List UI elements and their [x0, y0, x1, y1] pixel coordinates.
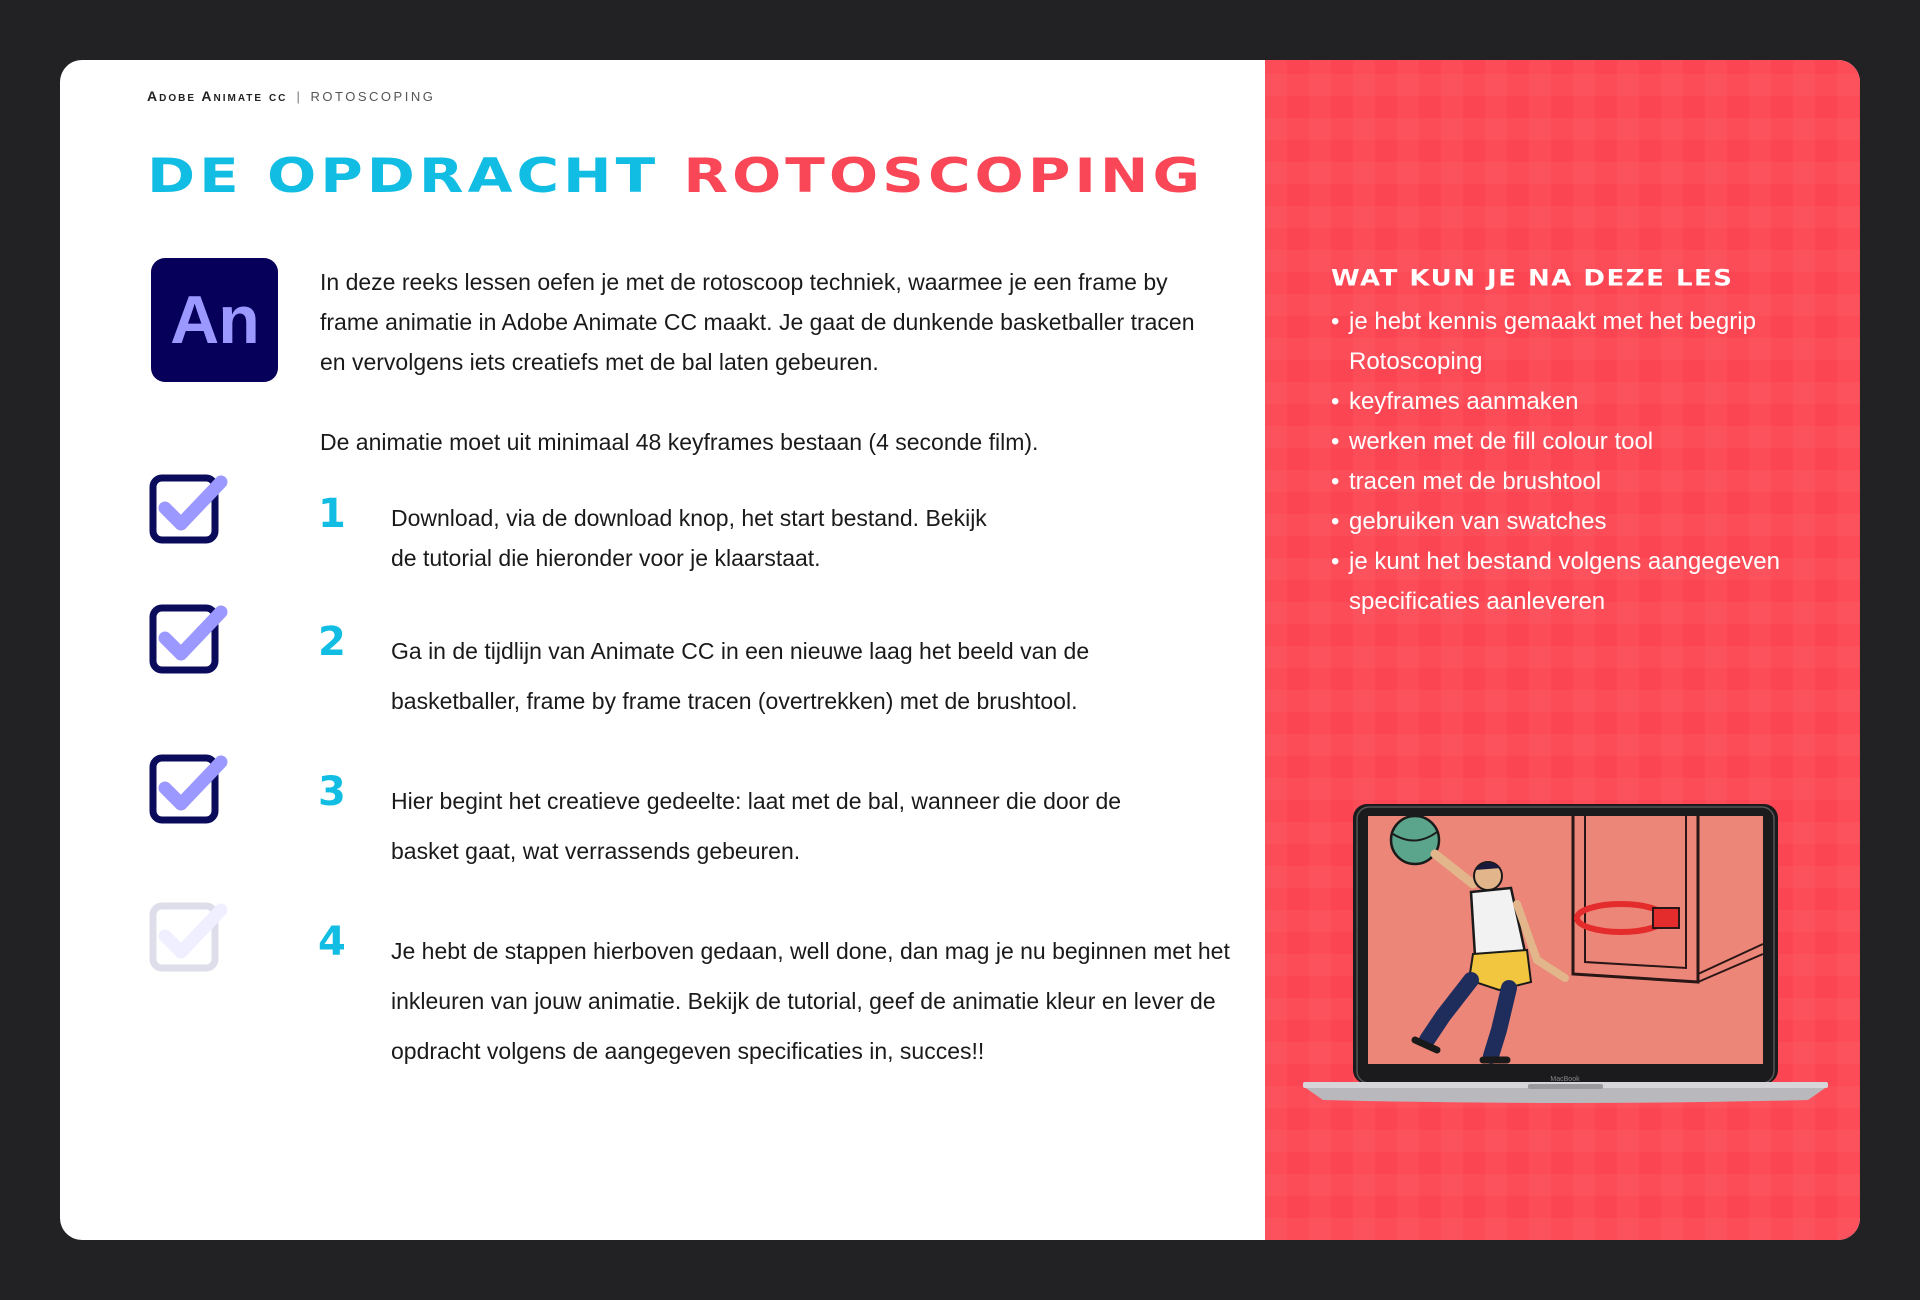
content-panel — [60, 60, 1265, 1240]
step-number: 3 — [318, 769, 346, 815]
list-item: • werken met de fill colour tool — [1331, 422, 1831, 462]
title-part-2: ROTOSCOPING — [683, 147, 1205, 204]
step-number: 2 — [318, 619, 346, 665]
list-item: • je hebt kennis gemaakt met het begrip Rotoscoping — [1331, 302, 1831, 382]
checkbox-checked-icon — [147, 470, 229, 552]
checkbox-unchecked-icon — [147, 898, 229, 980]
breadcrumb-separator: | — [296, 89, 302, 104]
checkbox-checked-icon — [147, 750, 229, 832]
step-text: Download, via de download knop, het start bestand. Bekijk de tutorial die hieronder voor je klaarstaat. — [391, 505, 987, 571]
intro-paragraph: In deze reeks lessen oefen je met de rotoscoop techniek, waarmee je een frame by frame animatie in Adobe Animate CC maakt. Je gaat de dunkende basketballer tracen en vervolgens iets creatiefs met de bal laten gebeuren. — [320, 269, 1195, 375]
step-text: Je hebt de stappen hierboven gedaan, well done, dan mag je nu beginnen met het inkleuren van jouw animatie. Bekijk de tutorial, geef de animatie kleur en lever de opdracht volgens de aangegeven specificaties in, succes!! — [391, 938, 1230, 1064]
step-number: 4 — [318, 919, 346, 965]
laptop-brand-label: MacBook — [1550, 1076, 1580, 1083]
checkbox-checked-icon — [147, 600, 229, 682]
list-item: • je kunt het bestand volgens aangegeven specificaties aanleveren — [1331, 542, 1831, 622]
laptop-basketball-illustration — [1303, 804, 1828, 1104]
adobe-animate-logo: An — [151, 258, 278, 382]
step-number: 1 — [318, 491, 346, 537]
page-title — [147, 147, 1205, 204]
learning-goals-panel — [1265, 60, 1860, 1240]
title-part-1: DE OPDRACHT — [147, 147, 660, 204]
step-text: Hier begint het creatieve gedeelte: laat met de bal, wanneer die door de basket gaat, wat verrassends gebeuren. — [391, 788, 1122, 864]
learning-goals-list — [1331, 302, 1831, 622]
topic-name: ROTOSCOPING — [310, 89, 436, 104]
learning-goals-title: WAT KUN JE NA DEZE LES — [1331, 266, 1734, 292]
step-text: Ga in de tijdlijn van Animate CC in een nieuwe laag het beeld van de basketballer, frame by frame tracen (overtrekken) met de brushtool. — [391, 638, 1090, 714]
list-item: • tracen met de brushtool — [1331, 462, 1831, 502]
list-item: • keyframes aanmaken — [1331, 382, 1831, 422]
app-name: Adobe Animate cc — [147, 88, 288, 104]
intro-requirement: De animatie moet uit minimaal 48 keyframes bestaan (4 seconde film). — [320, 429, 1039, 455]
lesson-card — [60, 60, 1860, 1240]
list-item: • gebruiken van swatches — [1331, 502, 1831, 542]
breadcrumb — [147, 88, 435, 104]
